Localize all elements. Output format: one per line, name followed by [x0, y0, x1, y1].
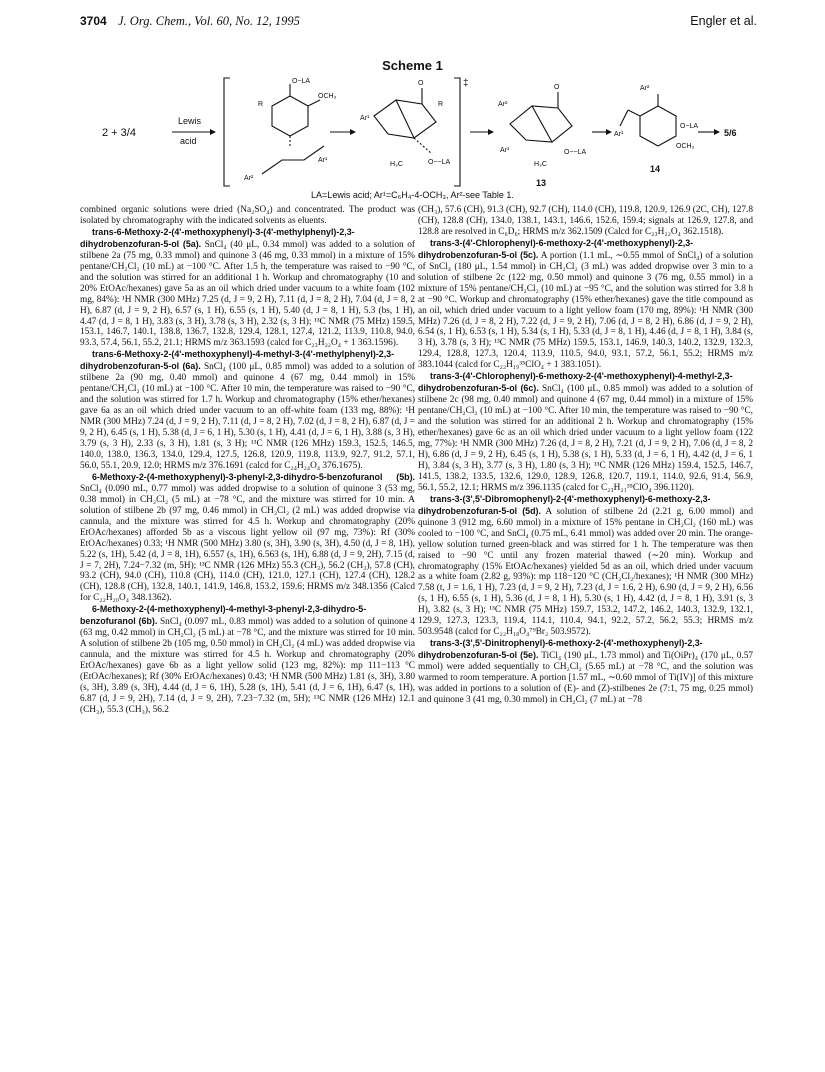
paragraph-text: SnCl₄ (100 μL, 0.85 mmol) was added to a solution of stilbene 2a (90 mg, 0.40 mmol) and quinone 4 (67 mg, 0.44 mmol) in 15% pentane/CH₂Cl₂ (10 mL) at −100 °C. After 10 min, the temperature was raised to −90 °C, and the solution was stirred for 1.7 h. Workup and chromatography (15% ether/hexanes) gave 6a as an oil which dried under vacuum to an off-white foam (133 mg, 88%): ¹H NMR (300 MHz) 7.24 (d, J = 9, 2 H), 7.11 (d, J = 8, 2 H), 7.02 (d, J = 8, 2 H), 6.87 (d, J = 9, 2 H), 6.45 (s, 1 H), 5.38 (d, J = 6, 1 H), 5.30 (s, 1 H), 4.41 (d, J = 6, 1 H), 3.88 (s, 3 H), 3.79 (s, 3 H), 2.33 (s, 3 H), 1.81 (s, 3 H); ¹³C NMR (126 MHz) 159.3, 152.5, 146.5, 140.0, 138.0, 136.3, 134.0, 129.4, 127.5, 126.8, 120.9, 119.8, 113.9, 92.7, 91.2, 57.1, 56.0, 55.1, 20.9, 12.0; HRMS m/z 376.1691 (calcd for C₂₄H₂₄O₄ 376.1675). [80, 362, 416, 471]
svg-text:Ar²: Ar² [498, 101, 508, 108]
paragraph-text: (CH₃), 57.6 (CH), 91.3 (CH), 92.7 (CH), 114.0 (CH), 119.8, 120.9, 126.9 (2C, CH), 127.8 (CH), 128.8 (CH), 134.0, 138.1, 143.1, 146.6, 152.6, 159.4; signals at 126.9, 127.8, and 128.8 are resolved in C₆D₆; HRMS m/z 362.1509 (Calcd for C₂₃H₂₂O₄ 362.1518). [418, 205, 753, 237]
compound-title: 6-Methoxy-2-(4-methoxyphenyl)-3-phenyl-2,3-dihydro-5-benzofuranol (5b). [92, 471, 415, 482]
compound-13-label: 13 [536, 178, 547, 188]
svg-text:R: R [438, 101, 444, 108]
running-authors: Engler et al. [690, 14, 757, 28]
scheme-product: 5/6 [724, 128, 737, 138]
svg-text:OCH₃: OCH₃ [318, 93, 337, 100]
compound-14-label: 14 [650, 164, 661, 174]
svg-text:Ar¹: Ar¹ [614, 131, 624, 138]
scheme-reagent-acid: acid [180, 136, 197, 146]
paragraph [418, 238, 753, 371]
scheme-title: Scheme 1 [382, 58, 443, 73]
svg-text:R: R [258, 101, 264, 108]
compound-title: trans-3-(3',5'-Dibromophenyl)-2-(4'-methoxyphenyl)-6-methoxy-2,3-dihydrobenzofuran-5-ol (5d). [418, 493, 711, 516]
paragraph [80, 604, 415, 716]
paragraph-text: SnCl₄ (0.097 mL, 0.83 mmol) was added to a solution of quinone 4 (63 mg, 0.42 mmol) in CH₂Cl₂ (5 mL) at −78 °C, and the mixture was stirred for 10 min. A solution of stilbene 2b (105 mg, 0.50 mmol) in CH₂Cl₂ (4 mL) was added dropwise via cannula, and the mixture was stirred for 4.5 h. Workup and chromatography (20% EtOAc/hexanes) gave 6b as a light yellow solid (123 mg, 82%): mp 111−113 °C (EtOAc/hexanes); Rf (30% EtOAc/hexanes) 0.43; ¹H NMR (500 MHz) 1.81 (s, 3H), 3.80 (s, 3H), 3.89 (s, 3H), 4.44 (d, J = 6, 1H), 5.28 (s, 1H), 5.41 (d, J = 6, 1H), 6.47 (s, 1H), 6.87 (d, J = 9, 2H), 7.14 (d, J = 9, 2H), 7.23−7.32 (m, 5H); ¹³C NMR (126 MHz) 12.1 (CH₃), 55.3 (CH₃), 56.2 [80, 617, 415, 715]
paragraph [80, 349, 415, 471]
compound-title: 6-Methoxy-2-(4-methoxyphenyl)-4-methyl-3-phenyl-2,3-dihydro-5-benzofuranol (6b). [80, 604, 367, 627]
compound-title: trans-6-Methoxy-2-(4'-methoxyphenyl)-4-methyl-3-(4'-methylphenyl)-2,3-dihydrobenzofuran-5-ol (6a). [80, 349, 395, 372]
svg-text:OCH₃: OCH₃ [676, 143, 695, 150]
compound-title: trans-6-Methoxy-2-(4'-methoxyphenyl)-3-(4'-methylphenyl)-2,3-dihydrobenzofuran-5-ol (5a). [80, 226, 355, 249]
page-number: 3704 [80, 14, 107, 28]
paragraph-text: SnCl₄ (100 μL, 0.85 mmol) was added to a solution of stilbene 2c (98 mg, 0.40 mmol) and quinone 4 (67 mg, 0.44 mmol) in a mixture of 15% pentane/CH₂Cl₂ (10 mL) at −100 °C. After 10 min, the temperature was raised to −90 °C, and the solution was stirred for an additional 2 h. Workup and chromatography (15% ether/hexanes) gave 6c as an oil which dried under vacuum to a light yellow foam (122 mg, 77%): ¹H NMR (300 MHz) 7.26 (d, J = 8, 2 H), 7.21 (d, J = 9, 2 H), 7.06 (d, J = 8, 2 H), 6.86 (d, J = 9, 2 H), 6.45 (s, 1 H), 5.38 (s, 1 H), 5.33 (d, J = 6, 1 H), 4.42 (d, J = 6, 1 H), 3.84 (s, 3 H), 3.77 (s, 3 H), 1.80 (s, 3 H); ¹³C NMR (126 MHz) 159.4, 152.5, 146.7, 141.5, 138.2, 133.5, 132.6, 129.0, 128.9, 126.8, 120.7, 119.1, 114.0, 92.6, 91.4, 56.9, 56.1, 55.2, 12.1; HRMS m/z 396.1135 (calcd for C₂₃H₂₁³⁵ClO₄ 396.1120). [418, 384, 754, 493]
svg-text:O−LA: O−LA [680, 123, 699, 130]
scheme-reagent-lewis: Lewis [178, 116, 202, 126]
page-header [80, 14, 757, 34]
reaction-scheme [92, 76, 752, 204]
paragraph-text: TiCl₄ (190 μL, 1.73 mmol) and Ti(OiPr)₄ (170 μL, 0.57 mmol) were added sequentially to CH₂Cl₂ (5.65 mL) at −78 °C, and the solution was warmed to room temperature. A portion [1.57 mL, ∼0.60 mmol of Ti(IV)] of this mixture was added in portions to a solution of (E)- and (Z)-stilbenes 2e (7:1, 75 mg, 0.25 mmol) and quinone 3 (41 mg, 0.30 mmol) in CH₂Cl₂ (7 mL) at −78 [418, 651, 754, 705]
paragraph [418, 638, 753, 706]
compound-title: trans-3-(4'-Chlorophenyl)-6-methoxy-2-(4'-methoxyphenyl)-2,3-dihydrobenzofuran-5-ol (5c). [418, 237, 694, 260]
svg-text:H₃C: H₃C [534, 161, 547, 168]
svg-text:Ar¹: Ar¹ [360, 115, 370, 122]
svg-text:O−−LA: O−−LA [428, 159, 451, 166]
compound-title: trans-3-(4'-Chlorophenyl)-6-methoxy-2-(4'-methoxyphenyl)-4-methyl-2,3-dihydrobenzofuran-5-ol (6c). [418, 371, 733, 394]
journal-citation: J. Org. Chem., Vol. 60, No. 12, 1995 [118, 14, 300, 28]
paragraph [418, 205, 753, 238]
scheme-caption: LA=Lewis acid; Ar¹=C₆H₄-4-OCH₃, Ar²-see Table 1. [311, 190, 514, 200]
svg-text:O: O [554, 84, 560, 91]
paragraph [80, 227, 415, 349]
compound-title: trans-3-(3',5'-Dinitrophenyl)-6-methoxy-2-(4'-methoxyphenyl)-2,3-dihydrobenzofuran-5-ol (5e). [418, 638, 703, 661]
left-column [80, 205, 415, 716]
paragraph [418, 371, 753, 493]
right-column [418, 205, 753, 706]
svg-text:O−LA: O−LA [292, 78, 311, 85]
paragraph [418, 494, 753, 638]
paragraph [80, 472, 415, 604]
svg-text:Ar²: Ar² [640, 85, 650, 92]
svg-text:O: O [418, 80, 424, 87]
svg-text:O−−LA: O−−LA [564, 149, 587, 156]
scheme-reactants: 2 + 3/4 [102, 127, 136, 139]
svg-text:H₃C: H₃C [390, 161, 403, 168]
svg-text:Ar²: Ar² [244, 175, 254, 182]
svg-text:Ar¹: Ar¹ [318, 157, 328, 164]
paragraph-text: SnCl₄ (40 μL, 0.34 mmol) was added to a solution of stilbene 2a (75 mg, 0.33 mmol) and quinone 3 (46 mg, 0.33 mmol) in a mixture of 15% pentane/CH₂Cl₂ (10 mL) at −100 °C. After 1.5 h, the temperature was raised to −90 °C, and the solution was stirred for an additional 1 h. Workup and chromatography (10 and 20% EtOAc/hexanes) gave 5a as an oil which dried under vacuum to a white foam (102 mg, 84%): ¹H NMR (300 MHz) 7.25 (d, J = 9, 2 H), 7.11 (d, J = 8, 2 H), 7.04 (d, J = 8, 2 H), 6.87 (d, J = 9, 2 H), 6.57 (s, 1 H), 6.55 (s, 1 H), 5.40 (d, J = 8, 1 H), 5.3 (bs, 1 H), 4.47 (d, J = 8, 1 H), 3.83 (s, 3 H), 3.78 (s, 3 H), 2.32 (s, 3 H); ¹³C NMR (75 MHz) 159.5, 153.1, 146.7, 140.1, 138.8, 136.7, 132.8, 129.4, 128.1, 127.4, 121.2, 113.9, 110.8, 94.0, 93.3, 57.4, 56.1, 55.2, 21.1; HRMS m/z 363.1593 (calcd for C₂₃H₂₂O₄ + 1 363.1596). [80, 239, 416, 349]
paragraph-text: A solution of stilbene 2d (2.21 g, 6.00 mmol) and quinone 3 (912 mg, 6.60 mmol) in a mixture of 15% pentane in CH₂Cl₂ (160 mL) was cooled to −100 °C, and SnCl₄ (0.75 mL, 6.41 mmol) was added over 20 min. The orange-yellow solution turned green-black and was stirred for 1 h. The temperature was then raised to −90 °C until any frozen material thawed (∼20 min). Workup and chromatography (15% EtOAc/hexanes) yielded 5d as an oil, which dried under vacuum as a white foam (2.82 g, 93%): mp 118−120 °C (CH₂Cl₂/hexanes); ¹H NMR (300 MHz) 7.58 (t, J = 1.6, 1 H), 7.23 (d, J = 9, 2 H), 7.23 (d, J = 1.6, 2 H), 6.90 (d, J = 9, 2 H), 6.56 (s, 1 H), 6.55 (s, 1 H), 5.36 (d, J = 8, 1 H), 5.30 (s, 1 H), 4.42 (d, J = 8, 1 H), 3.91 (s, 3 H), 3.82 (s, 3 H); ¹³C NMR (75 MHz) 159.7, 153.2, 147.2, 146.2, 140.3, 132.9, 132.1, 129.9, 127.3, 123.3, 119.4, 114.1, 110.4, 94.1, 92.2, 57.2, 56.2, 55.3; HRMS m/z 503.9548 (calcd for C₂₂H₁₈O₄⁷⁹Br₂ 503.9572). [418, 506, 753, 638]
transition-state-mark: ‡ [463, 78, 469, 89]
paragraph-text: A portion (1.1 mL, ∼0.55 mmol of SnCl₄) of a solution of SnCl₄ (180 μL, 1.54 mmol) in CH₂Cl₂ (3 mL) was added dropwise over 3 min to a solution of stilbene 2c (122 mg, 0.50 mmol) and quinone 3 (76 mg, 0.55 mmol) in a mixture of 15% pentane/CH₂Cl₂ (10 mL) at −95 °C, and the solution was stirred for 3.8 h at −90 °C. Workup and chromatography (15% ether/hexanes) gave the title compound as an oil, which dried under vacuum to a light yellow foam (170 mg, 89%): ¹H NMR (300 MHz) 7.26 (d, J = 8, 2 H), 7.22 (d, J = 9, 2 H), 7.06 (d, J = 8, 2 H), 6.86 (d, J = 9, 2 H), 6.54 (s, 1 H), 6.53 (s, 1 H), 5.34 (s, 1 H), 5.33 (d, J = 8, 1 H), 4.46 (d, J = 8, 1 H), 3.84 (s, 3 H), 3.78 (s, 3 H); ¹³C NMR (75 MHz) 159.5, 153.1, 146.9, 140.3, 140.2, 132.9, 132.3, 129.4, 128.8, 127.3, 120.4, 113.9, 110.5, 94.0, 93.1, 57.2, 56.1, 55.2; HRMS m/z 383.1044 (calcd for C₂₂H₁₉³⁵ClO₄ + 1 383.1051). [418, 250, 754, 371]
paragraph-text: SnCl₄ (0.090 mL, 0.77 mmol) was added dropwise to a solution of quinone 3 (53 mg, 0.38 mmol) in CH₂Cl₂ (5 mL) at −78 °C, and the mixture was stirred for 10 min. A solution of stilbene 2b (97 mg, 0.46 mmol) in CH₂Cl₂ (2 mL) was added dropwise via cannula, and the mixture was stirred for 4.5 h. Workup and chromatography (20% EtOAc/hexanes) afforded 5b as a viscous light yellow oil (97 mg, 73%): Rf (30% EtOAc/hexanes) 0.33; ¹H NMR (500 MHz) 3.80 (s, 3H), 3.90 (s, 3H), 4.50 (d, J = 8, 1H), 5.22 (s, 1H), 5.42 (d, J = 8, 1H), 6.557 (s, 1H), 6.563 (s, 1H), 6.88 (d, J = 9, 2H), 7.15 (d, J = 7, 2H), 7.24−7.32 (m, 5H); ¹³C NMR (126 MHz) 55.3 (CH₃), 56.2 (CH₃), 57.8 (CH), 93.2 (CH), 94.0 (CH), 110.8 (CH), 114.0 (CH), 121.0, 127.1 (CH), 127.4 (CH), 128.2 (CH), 128.8 (CH), 132.8, 140.1, 141.9, 146.8, 153.2, 159.6; HRMS m/z 348.1356 (Calcd for C₂₂H₂₀O₄ 348.1362). [80, 483, 415, 604]
paragraph [80, 205, 415, 227]
svg-text:Ar¹: Ar¹ [500, 147, 510, 154]
paragraph-text: combined organic solutions were dried (Na₂SO₄) and concentrated. The product was isolated by chromatography with the indicated solvents as eluents. [80, 205, 415, 226]
